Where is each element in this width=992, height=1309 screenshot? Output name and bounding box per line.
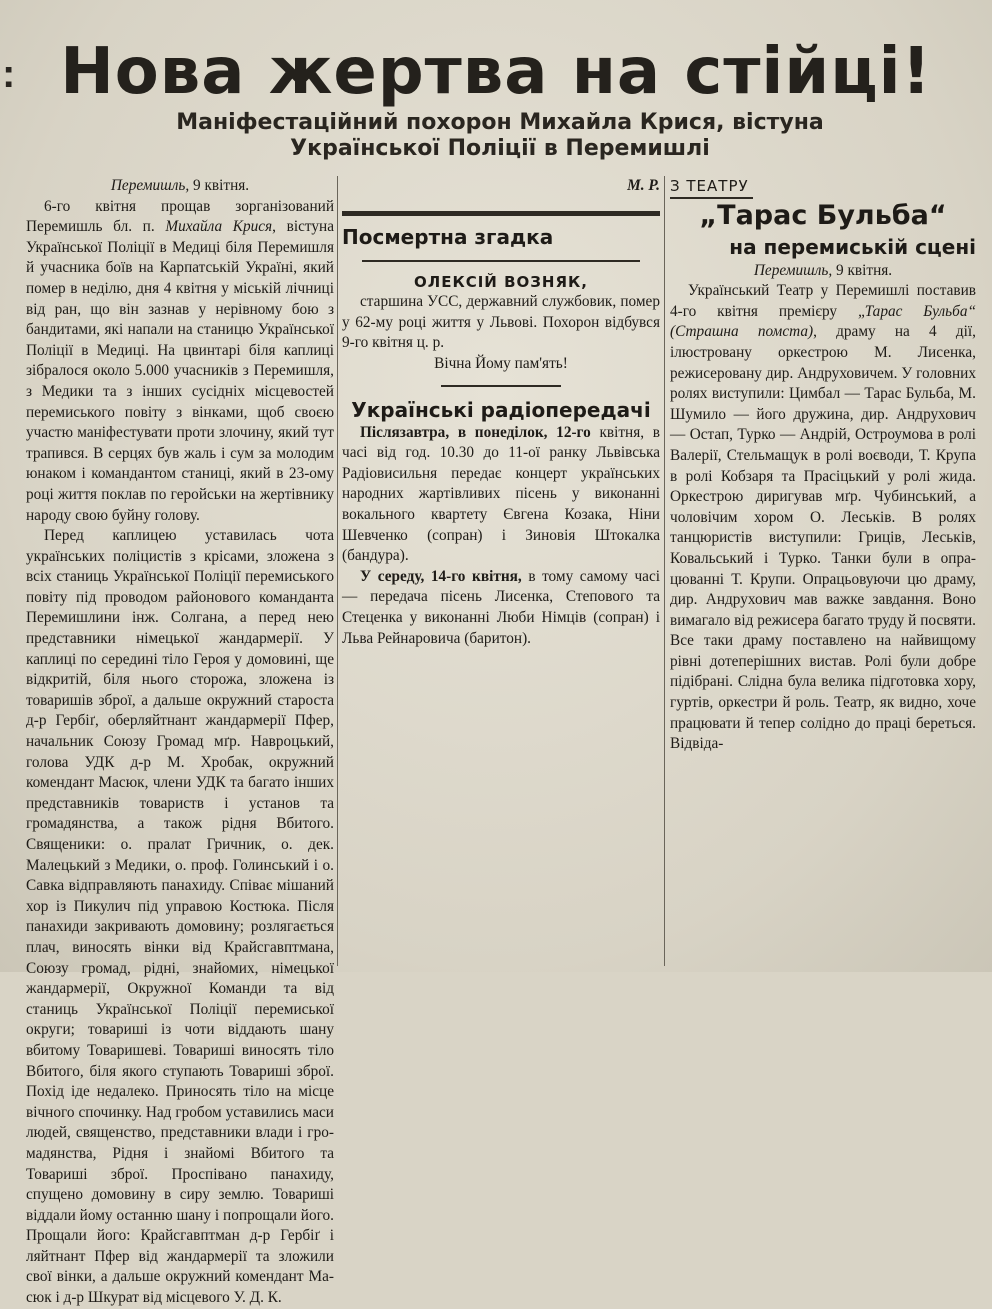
theatre-dateline-date: 9 квітня. (836, 261, 893, 279)
play-subtitle: на перемиській сцені (729, 234, 976, 259)
radio-heading: Українські радіопередачі (351, 397, 651, 422)
article-column-1 (26, 176, 334, 1309)
article-signature: М. Р. (627, 177, 660, 194)
article-paragraph-2: Перед каплицею уставилась чота українських поліцистів з крісами, зложена з всіх станиць Української Поліції перемиського повіту під проводом районового команданта Перемишлини інж. Солгана, а перед нею представники німецької жандармерії. У каплиці по середині тіло Героя у домовині, ще відкритій, біля нього сторожа, зложена із товаришів зброї, а дальше окружний староста д-р Гербіґ, оберляйтнант жандармерії Пфер, начальник Союзу Громад мґр. Навроцький, голова УДК д-р М. Хробак, окружний комендант Масюк, члени УДК та багато інших представників товариств і установ та громадянства, а також рідня Вбитого. Священики: о. пралат Гричник, о. дек. Малецький з Медики, о. проф. Голинський і о. Савка відправляють панахиду. Співає мішаний хор із Пикулич під управою Костюка. Після панахиди закривають домовину; розлягається плач, виносять вінки від Крайсгавптмана, Союзу громад, рідні, знайомих, німецької жандармерії, Окружної Команди та від станиць Української Поліції перемиської округи; товариші із чоти віддають шану вбитому Товаришеві. Товариші виносять тіло Вбитого, біля якого ступають Товариші зброї. Похід іде недалеко. Приносять тіло на місце вічного спочинку. Над гробом уставились маси людей, священство, представники влади і громадянства, Рідня і знайомі Вбитого та Товариші зброї. Проспівано панахиду, спущено домовину в сиру землю. Товариші віддали йому останню шану і попрощали його. Прощали його: Крайсгавптман д-р Гербіґ і ляйтнант Пфер від жандармерії та зложили свої вінки, а дальше окружний комендант Масюк і д-р Шкурат від місцевого У. Д. К. (26, 527, 334, 1307)
column-divider (664, 176, 665, 966)
review-text: Український Театр у Перемишлі поставив 4-го квітня премієру (670, 282, 976, 320)
theatre-dateline (670, 261, 976, 282)
theatre-review (670, 281, 976, 755)
headline: Нова жертва на стійці! (60, 35, 932, 109)
subheadline (60, 110, 940, 162)
theatre-column (670, 176, 976, 755)
dateline-city: Перемишль, (110, 177, 190, 194)
article-column-2 (342, 176, 660, 649)
column-divider (337, 176, 338, 966)
obituary-closing: Вічна Йому пам'ять! (434, 354, 568, 372)
deceased-name: Михайла Крися (165, 218, 273, 236)
paragraph-text: , вістуна Української Поліції в Медиці біля Перемишля й учасника боїв на Карпатській Україні, який помер в неділю, дня 4 квітня у міській лічниці від ран, що він зазнав у нерівному бою з бандитами, які напали на станицю Української Поліції в Медиці. На цвинтарі біля каплиці зібралося около 5.000 учасників з Перемишля, з Медики та з інших сусідніх місцевостей перемиського повіту з вінками, щоб своєю участю маніфестувати проти злочину, який тут трапився. В серцях був жаль і сум за молодим юнаком і командантом станиці, який в 23-ому році життя поклав по геройськи на жертівнику народу свою буйну голову. (26, 218, 334, 524)
obituary-rule (362, 260, 640, 262)
obituary-end-rule (441, 385, 561, 387)
radio-lead-2: У середу, 14-го квітня, (360, 567, 522, 585)
paragraph-text: 6-го квітня прощав зорганізований Перемишль бл. п. (26, 197, 334, 236)
obituary-text: старшина УСС, державний службовик, помер у 62-му році життя у Львові. Похорон відбувся 9-го квітня ц. р. (342, 293, 660, 352)
article-dateline (26, 176, 334, 197)
radio-paragraph-1 (342, 423, 660, 567)
play-title: „Тарас Бульба“ (699, 199, 947, 231)
obituary-name: ОЛЕКСІЙ ВОЗНЯК, (414, 272, 588, 291)
subheadline-line-1: Маніфестаційний похорон Михайла Крися, вістуна (176, 110, 824, 135)
article-signature-line (342, 176, 660, 197)
edge-mark: : (2, 52, 16, 96)
radio-lead-1: Післязавтра, в понеділок, 12-го (360, 423, 591, 441)
subheadline-line-2: Української Поліції в Перемишлі (290, 136, 710, 161)
review-text: , драму на 4 дії, ілюстровану оркестрою М. Лисенка, режисеровану дир. Андруховичем. У головних ролях виступили: Цимбал — Тарас Бульба, М. Шумило — його дружина, дир. Андрухович — Остап, Турко — Андрій, Остроумова в ролі Валерії, Стельмащук в ролі воєводи, Т. Крупа в ролі Кобзаря та Прасіцький у ролі жида. Оркестрою диригував мґр. Чубинський, а чоловічим хором О. Леськів. В ролях танцюристів виступили: Гриців, Леськів, Ковальський і Турко. Танки були в опрацюванні Т. Крупи. Опрацьовуючи цю драму, дир. Андрухович мав важке завдання. Воно вимагало від режисера багато труду й посвяти. Все таки драму поставлено на найвищому рівні дотеперішних вистав. Ролі були добре підібрані. Слідна була велика підготовка хору, гуртів, оркестри й роль. Театр, як видно, хоче працювати й тепер солідно до праці береться. Відвіда- (670, 323, 976, 753)
section-divider (342, 211, 660, 216)
theatre-dateline-city: Перемишль, (753, 261, 833, 279)
theatre-rubric: З ТЕАТРУ (670, 176, 753, 199)
obituary-heading: Посмертна згадка (342, 224, 554, 249)
radio-text-1: квітня, в часі від год. 10.30 до 11-ої ранку Львівська Радіовисильня передає концерт українських народних жартівливих пісень у виконанні вокального квартету Євгена Козака, Ніни Шевченко (сопран) і Зиновія Штокалка (бандура). (342, 423, 661, 565)
play-name: „Тарас Бульба“ (Страшна помста) (670, 302, 976, 341)
article-paragraph-1 (26, 197, 334, 527)
dateline-date: 9 квітня. (193, 177, 250, 194)
radio-paragraph-2 (342, 567, 660, 649)
radio-text-2: в тому самому часі — передача пісень Лисенка, Степового та Стеценка у виконанні Люби Німців (сопран) і Льва Рейнаровича (баритон). (342, 567, 660, 647)
